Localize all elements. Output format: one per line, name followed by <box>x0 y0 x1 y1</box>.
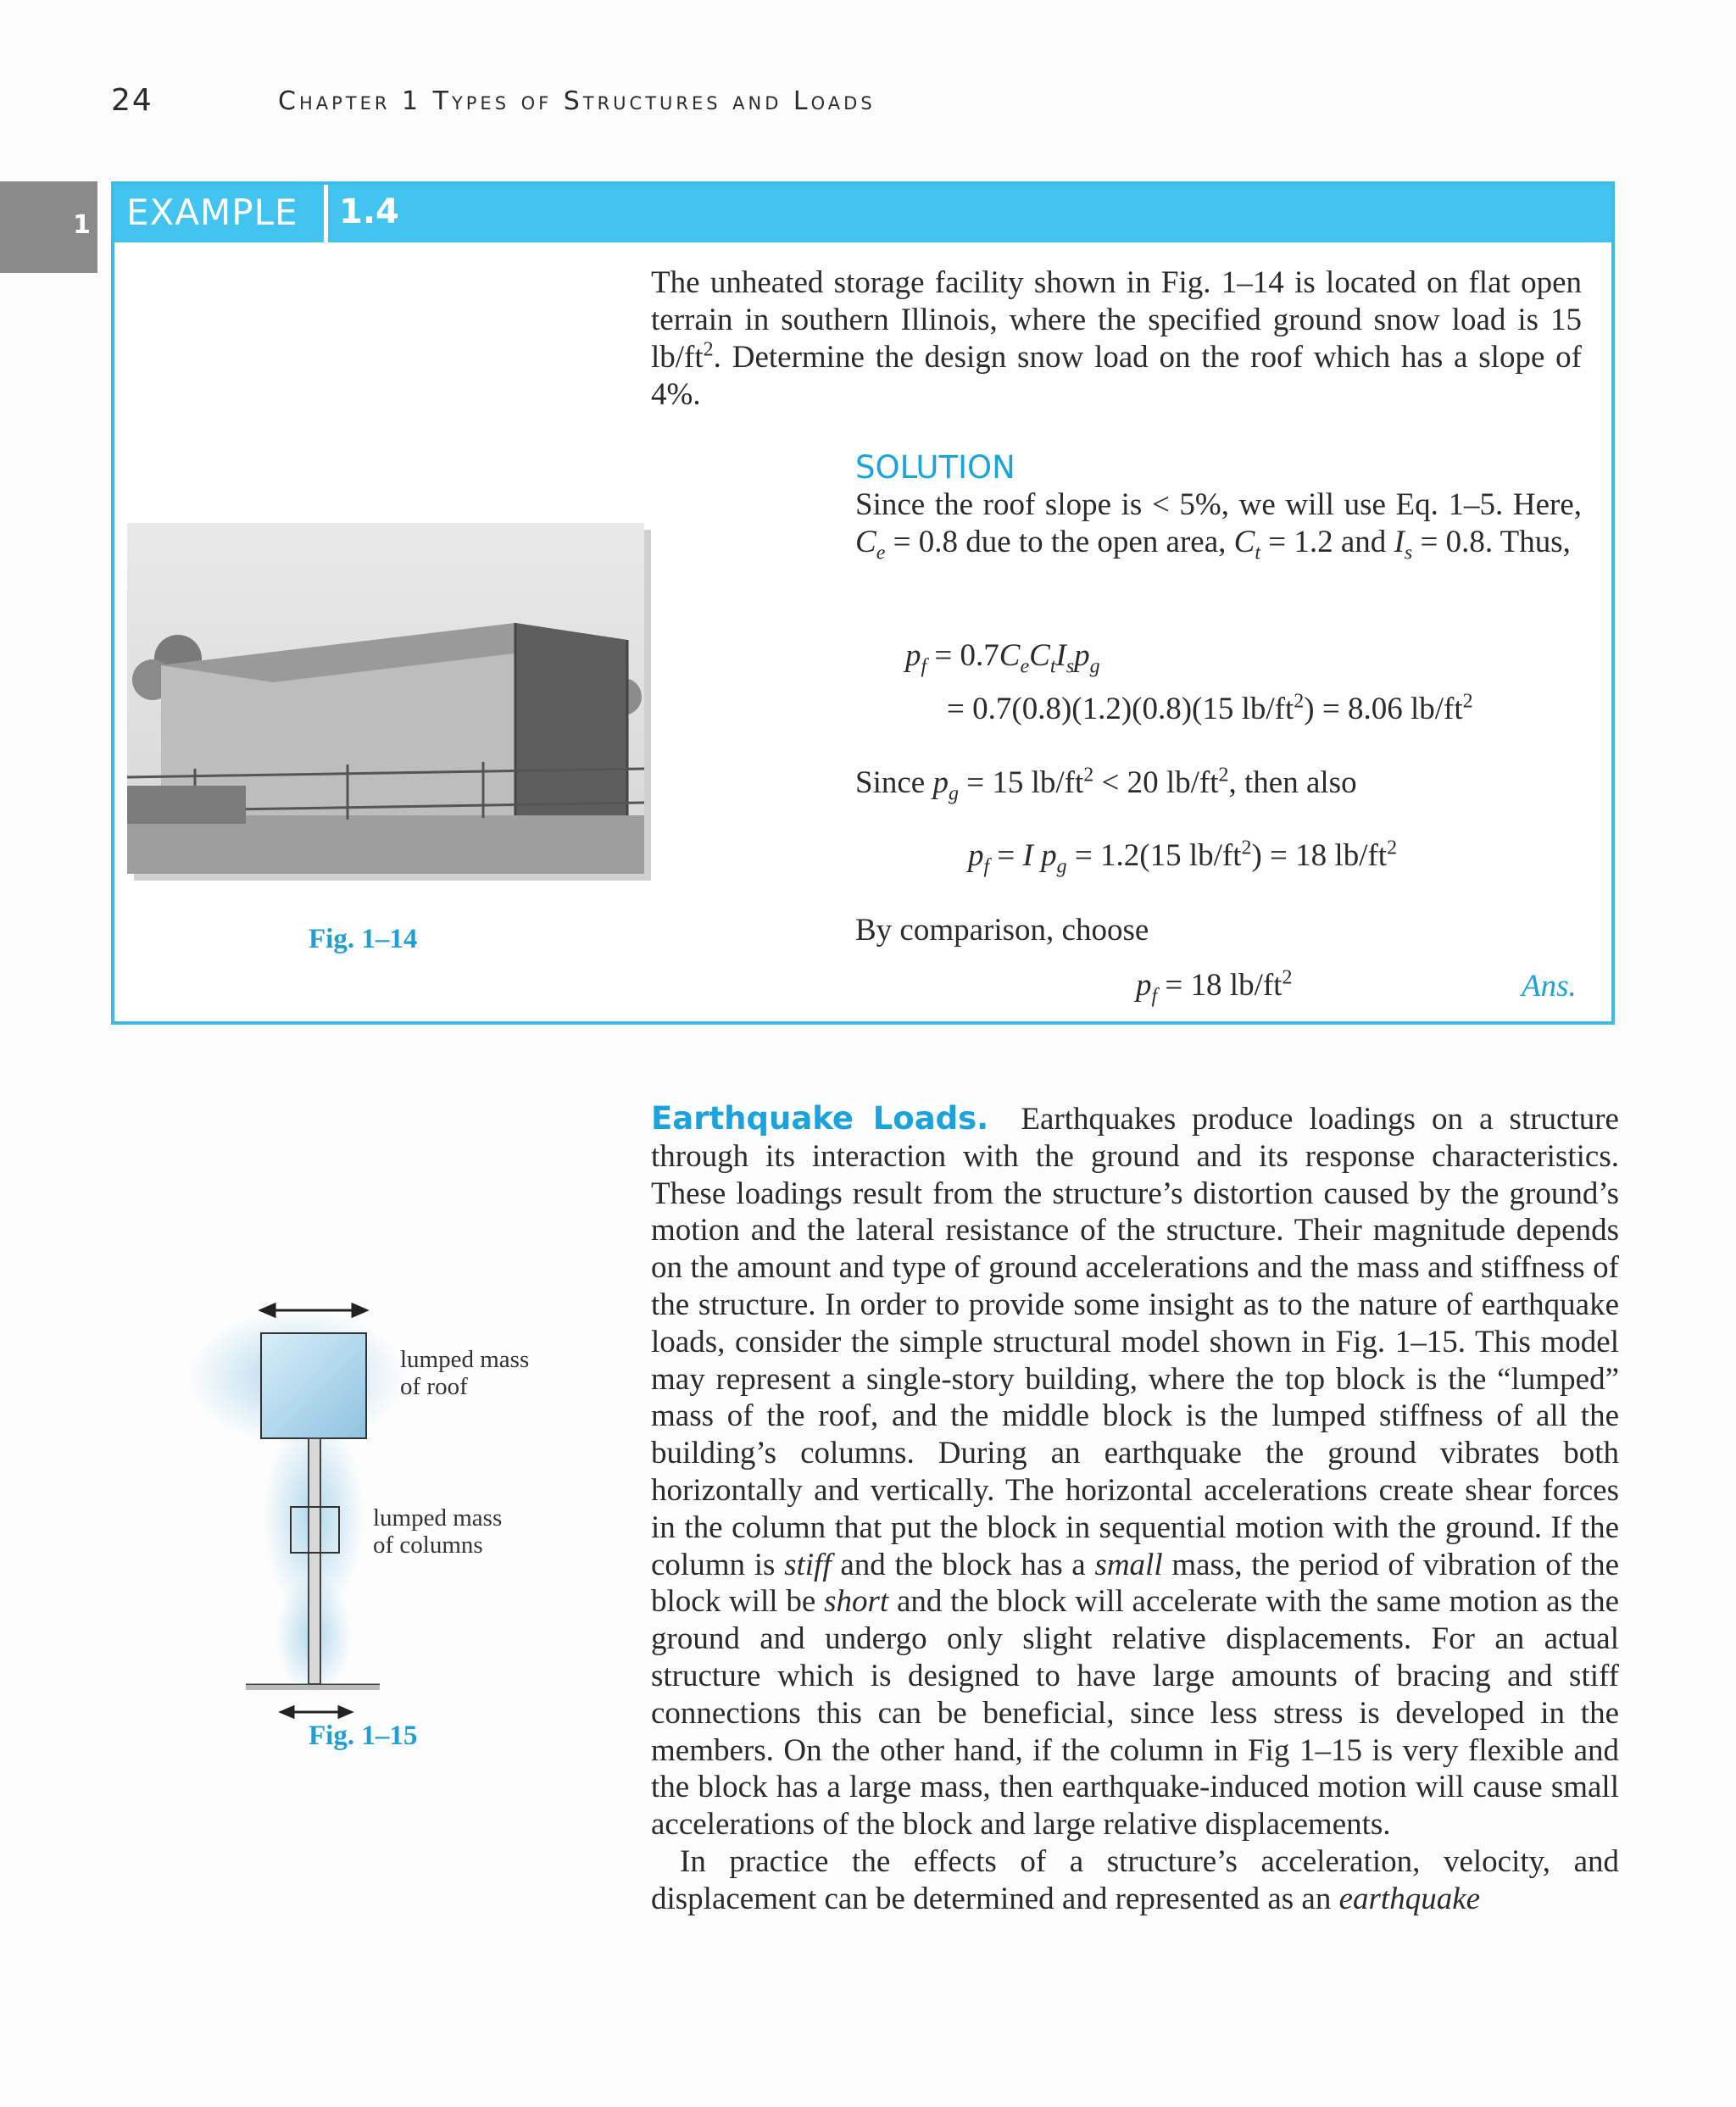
solution-intro: Since the roof slope is < 5%, we will use Eq. 1–5. Here, $C_e = 0.8$ due to the open area, $C_t = 1.2$ and $I_s = 0.8$. Thus, <box>855 487 1582 564</box>
comparison-text: By comparison, choose <box>855 913 1149 948</box>
section-paragraph-1: Earthquake Loads. Earthquakes produce loadings on a structure through its interaction with the ground and its response characteristics. These loadings result from the structure’s distortion caused by the ground’s motion and the lateral resistance of the structure. Their magnitude depends on the amount and type of ground accelerations and the mass and stiffness of the structure. In order to provide some insight as to the nature of earthquake loads, consider the simple structural model shown in Fig. 1–15. This model may represent a single-story building, where the top block is the “lumped” mass of the roof, and the middle block is the lumped stiffness of all the building’s columns. During an earthquake the ground vibrates both horizontally and vertically. The horizontal accelerations create shear forces in the column that put the block in sequential motion with the ground. If the column is stiff and the block has a small mass, the period of vibration of the block will be short and the block will accelerate with the same motion as the ground and undergo only slight relative displacements. For an actual structure which is designed to have large amounts of bracing and stiff connections this can be beneficial, since less stress is developed in the members. On the other hand, if the column in Fig 1–15 is very flexible and the block has a large mass, then earthquake-induced motion will cause small accelerations of the block and large relative displacements. <box>651 1100 1620 1843</box>
earthquake-loads-section <box>651 1100 1619 1918</box>
column-mass-label <box>373 1504 502 1559</box>
page-number: 24 <box>111 83 153 118</box>
answer-label: Ans. <box>1522 969 1577 1003</box>
roof-mass-label <box>400 1346 529 1400</box>
since-text: Since $p_g = 15$ $lb/ft^2 < 20$ $lb/ft^2$, then also <box>855 764 1357 805</box>
example-label: EXAMPLE <box>126 192 298 233</box>
solution-heading: SOLUTION <box>855 449 1015 486</box>
column-mass-label-line-2: of columns <box>373 1532 483 1559</box>
roof-mass-label-line-1: lumped mass <box>400 1346 530 1373</box>
section-heading: Earthquake Loads. <box>651 1100 989 1137</box>
example-number: 1.4 <box>339 192 399 231</box>
figure-1-15-caption: Fig. 1–15 <box>309 1721 418 1751</box>
figure-1-14-caption: Fig. 1–14 <box>309 924 418 954</box>
section-paragraph-2: In practice the effects of a structure’s acceleration, velocity, and displacement can be determined and represented as an earthquake <box>651 1843 1619 1916</box>
chapter-tab-number: 1 <box>73 210 91 240</box>
equation-1-line-1: $p_f = 0.7C_eC_tI_sp_g$ <box>905 638 1100 678</box>
example-separator <box>324 185 328 242</box>
final-equation: $p_f = 18$ $lb/ft^2$ <box>1136 966 1293 1008</box>
equation-2: $p_f = I$ $p_g = 1.2(15$ $lb/ft^2) = 18$ $lb/ft^2$ <box>968 837 1398 878</box>
column-mass-label-line-1: lumped mass <box>373 1504 503 1532</box>
example-problem-text: The unheated storage facility shown in Fig. 1–14 is located on flat open terrain in southern Illinois, where the specified ground snow load is 15 $lb/ft^2$. Determine the design snow load on the roof which has a slope of 4%. <box>651 265 1582 412</box>
running-head: Chapter 1 Types of Structures and Loads <box>278 86 876 116</box>
chapter-tab <box>0 181 97 273</box>
roof-mass-label-line-2: of roof <box>400 1373 468 1400</box>
storage-facility-photo <box>127 523 651 881</box>
example-header <box>114 185 1611 242</box>
equation-1-line-2: = 0.7(0.8)(1.2)(0.8)(15 $lb/ft^2) = 8.06$ $lb/ft^2$ <box>947 690 1473 726</box>
